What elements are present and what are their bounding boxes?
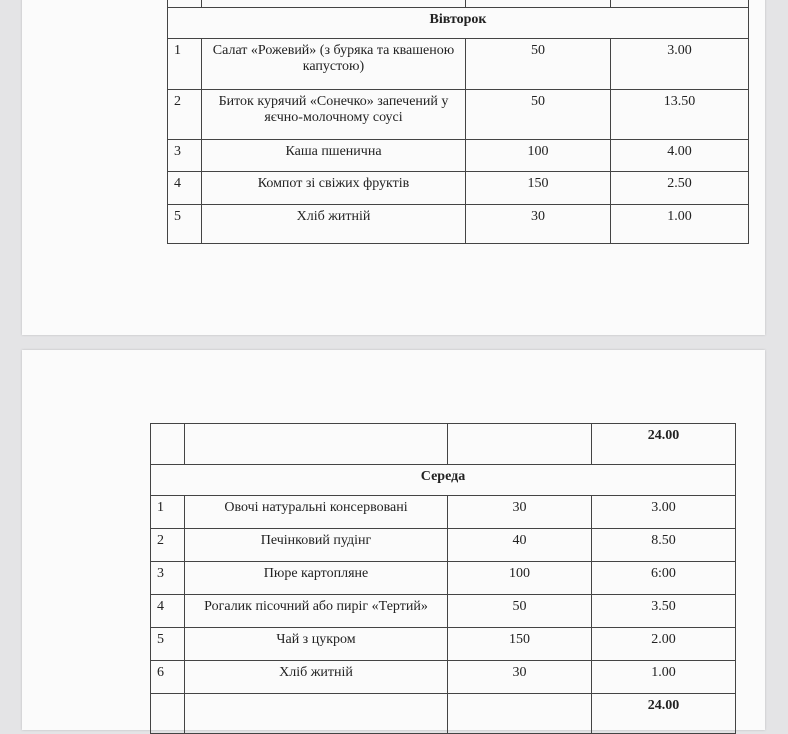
- row-number: 5: [168, 205, 202, 244]
- dish-name: Салат «Рожевий» (з буряка та квашеною капустою): [202, 39, 466, 90]
- dish-name: Чай з цукром: [185, 628, 448, 661]
- row-number: 1: [168, 39, 202, 90]
- dish-name: Каша пшенична: [202, 140, 466, 172]
- row-number: 4: [168, 172, 202, 205]
- dish-weight: 150: [466, 172, 611, 205]
- dish-price: 3.00: [592, 496, 736, 529]
- row-number: 3: [151, 562, 185, 595]
- dish-name: Биток курячий «Сонечко» запечений у яєчно-молочному соусі: [202, 90, 466, 140]
- dish-name: Рогалик пісочний або пиріг «Тертий»: [185, 595, 448, 628]
- table-row: [168, 39, 749, 90]
- table-row: [168, 140, 749, 172]
- dish-weight: 30: [448, 496, 592, 529]
- dish-price: 8.50: [592, 529, 736, 562]
- row-number: 5: [151, 628, 185, 661]
- row-number: 4: [151, 595, 185, 628]
- row-number: 1: [151, 496, 185, 529]
- dish-name: Хліб житній: [185, 661, 448, 694]
- dish-weight: 150: [448, 628, 592, 661]
- dish-weight: 50: [466, 39, 611, 90]
- total-row: [151, 424, 736, 465]
- dish-weight: 50: [448, 595, 592, 628]
- table-row: [151, 661, 736, 694]
- row-number: 2: [168, 90, 202, 140]
- dish-weight: 100: [448, 562, 592, 595]
- dish-weight: 40: [448, 529, 592, 562]
- day-total: 24.00: [647, 698, 680, 713]
- dish-weight: 50: [466, 90, 611, 140]
- row-number: 3: [168, 140, 202, 172]
- total-row: [151, 694, 736, 734]
- dish-price: 2.50: [611, 172, 749, 205]
- dish-price: 1.00: [592, 661, 736, 694]
- wednesday-menu-table: [150, 423, 736, 734]
- tuesday-menu-table: [167, 0, 749, 244]
- dish-name: Печінковий пудінг: [185, 529, 448, 562]
- dish-name: Пюре картопляне: [185, 562, 448, 595]
- dish-name: Овочі натуральні консервовані: [185, 496, 448, 529]
- table-row: [151, 628, 736, 661]
- row-number: 6: [151, 661, 185, 694]
- document-page-1: [22, 0, 765, 335]
- dish-weight: 30: [466, 205, 611, 244]
- table-row: [168, 172, 749, 205]
- dish-weight: 100: [466, 140, 611, 172]
- table-row: [151, 496, 736, 529]
- table-row: [151, 595, 736, 628]
- dish-price: 4.00: [611, 140, 749, 172]
- dish-price: 3.00: [611, 39, 749, 90]
- day-heading: Середа: [151, 465, 736, 496]
- dish-name: Хліб житній: [202, 205, 466, 244]
- day-heading: Вівторок: [168, 8, 749, 39]
- row-number: 2: [151, 529, 185, 562]
- dish-price: 6:00: [592, 562, 736, 595]
- document-page-2: [22, 350, 765, 730]
- dish-price: 13.50: [611, 90, 749, 140]
- table-row: [168, 205, 749, 244]
- dish-name: Компот зі свіжих фруктів: [202, 172, 466, 205]
- table-row: [151, 529, 736, 562]
- dish-weight: 30: [448, 661, 592, 694]
- previous-day-total: 24.00: [647, 428, 680, 443]
- dish-price: 3.50: [592, 595, 736, 628]
- table-row: [168, 90, 749, 140]
- dish-price: 2.00: [592, 628, 736, 661]
- dish-price: 1.00: [611, 205, 749, 244]
- table-row: [151, 562, 736, 595]
